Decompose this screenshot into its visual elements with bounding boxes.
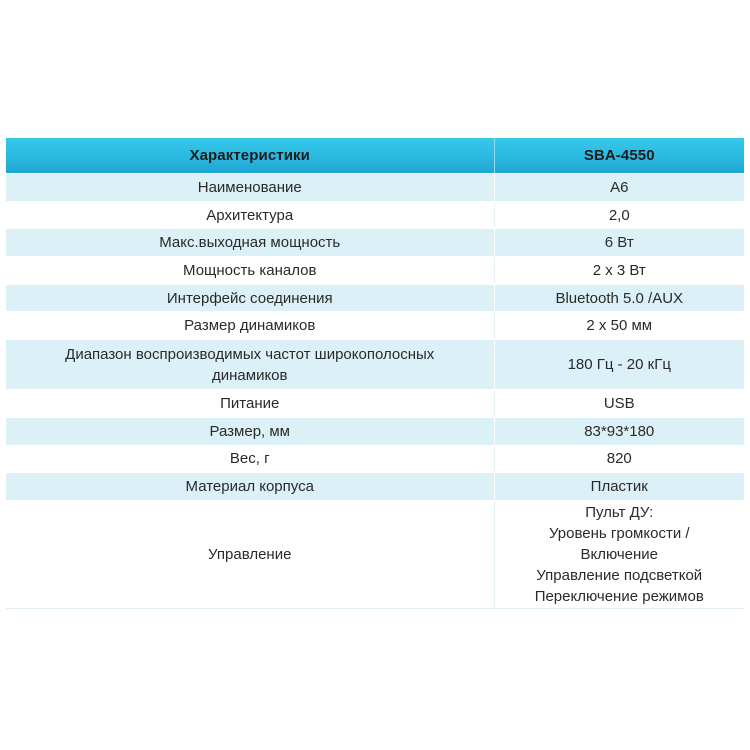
table-row — [6, 229, 744, 257]
table-row — [6, 417, 744, 445]
row-label: Размер динамиков — [6, 312, 494, 340]
table-row — [6, 312, 744, 340]
value-line: Управление подсветкой — [536, 566, 703, 584]
row-value-multiline — [494, 500, 744, 608]
header-characteristics: Характеристики — [6, 138, 494, 174]
table-header-row — [6, 138, 744, 174]
table-row — [6, 390, 744, 418]
table-row — [6, 201, 744, 229]
row-label: Мощность каналов — [6, 257, 494, 285]
row-label: Питание — [6, 390, 494, 418]
row-value: 2 x 50 мм — [494, 312, 744, 340]
table-row — [6, 284, 744, 312]
table-row — [6, 473, 744, 501]
row-label: Диапазон воспроизводимых частот широкополосных динамиков — [6, 340, 494, 390]
table-row — [6, 340, 744, 390]
row-value: 2,0 — [494, 201, 744, 229]
value-line: Пульт ДУ: — [585, 503, 654, 521]
row-label: Архитектура — [6, 201, 494, 229]
row-label: Размер, мм — [6, 417, 494, 445]
table-row — [6, 174, 744, 202]
row-label: Вес, г — [6, 445, 494, 473]
row-label: Материал корпуса — [6, 473, 494, 501]
row-value: Пластик — [494, 473, 744, 501]
row-value: A6 — [494, 174, 744, 202]
row-label: Управление — [6, 500, 494, 608]
row-label: Макс.выходная мощность — [6, 229, 494, 257]
table-row — [6, 257, 744, 285]
row-value: 2 x 3 Вт — [494, 257, 744, 285]
row-value: 820 — [494, 445, 744, 473]
row-value: 6 Вт — [494, 229, 744, 257]
row-value: Bluetooth 5.0 /AUX — [494, 284, 744, 312]
spec-table — [6, 138, 744, 609]
row-value: 83*93*180 — [494, 417, 744, 445]
value-line: Уровень громкости / — [548, 524, 690, 542]
row-label: Интерфейс соединения — [6, 284, 494, 312]
row-label: Наименование — [6, 174, 494, 202]
table-row — [6, 500, 744, 608]
table-row — [6, 445, 744, 473]
row-value: USB — [494, 390, 744, 418]
value-line: Переключение режимов — [534, 587, 704, 605]
header-model: SBA-4550 — [494, 138, 744, 174]
value-line: Включение — [580, 545, 659, 563]
row-value: 180 Гц - 20 кГц — [494, 340, 744, 390]
